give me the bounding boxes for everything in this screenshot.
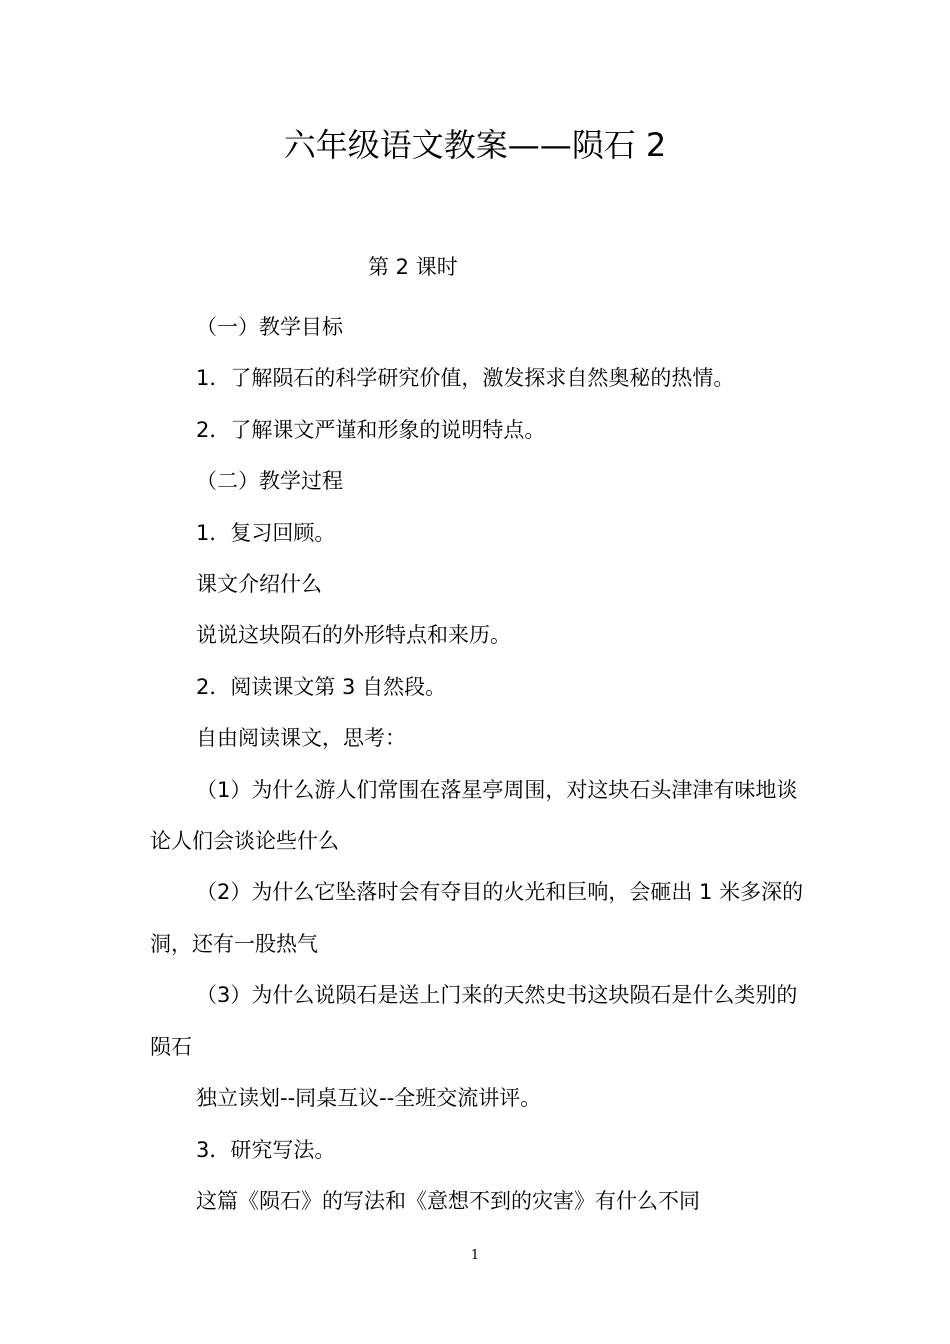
document-title: 六年级语文教案——陨石 2 (283, 126, 667, 164)
paragraph: 1．复习回顾。 (196, 520, 336, 545)
paragraph: （二）教学过程 (196, 469, 343, 494)
paragraph: 2．阅读课文第 3 自然段。 (196, 674, 447, 699)
lesson-subtitle: 第 2 课时 (368, 255, 458, 279)
paragraph: 独立读划--同桌互议--全班交流讲评。 (196, 1086, 542, 1111)
paragraph: 这篇《陨石》的写法和《意想不到的灾害》有什么不同 (196, 1188, 700, 1213)
paragraph: 课文介绍什么 (196, 572, 322, 597)
paragraph: 自由阅读课文，思考： (196, 726, 406, 751)
paragraph: 3．研究写法。 (196, 1137, 336, 1162)
paragraph: 2．了解课文严谨和形象的说明特点。 (196, 417, 546, 442)
paragraph: （1）为什么游人们常围在落星亭周围，对这块石头津津有味地谈论人们会谈论些什么 (150, 777, 798, 854)
paragraph: 说说这块陨石的外形特点和来历。 (196, 623, 511, 648)
paragraph: （3）为什么说陨石是送上门来的天然史书这块陨石是什么类别的陨石 (150, 983, 798, 1059)
page-number: 1 (470, 1248, 480, 1263)
paragraph: 1．了解陨石的科学研究价值，激发探求自然奥秘的热情。 (196, 366, 735, 391)
paragraph: （2）为什么它坠落时会有夺目的火光和巨响，会砸出 1 米多深的洞，还有一股热气 (150, 880, 804, 956)
document-body (150, 302, 810, 1227)
paragraph: （一）教学目标 (196, 315, 343, 339)
